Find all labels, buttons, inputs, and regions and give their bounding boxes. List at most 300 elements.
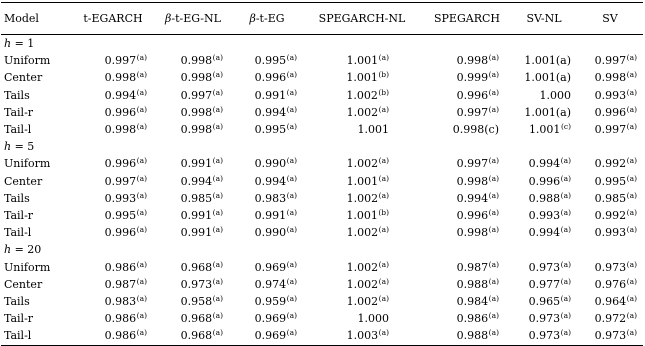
table-cell: [577, 327, 643, 345]
table-cell: [153, 52, 233, 69]
table-cell: [73, 327, 153, 345]
horizon-group: [1, 35, 643, 139]
horizon-variable: h: [4, 243, 12, 257]
significance-marker: (a): [488, 225, 499, 235]
table-cell: [233, 69, 301, 86]
table-cell: [233, 52, 301, 69]
table-cell: [301, 327, 423, 345]
results-table: [1, 2, 643, 346]
significance-marker: (a): [560, 311, 571, 321]
cell-value: 0.974: [254, 277, 287, 291]
cell-value: 1.001: [346, 209, 378, 223]
cell-value: 1.003: [346, 329, 379, 343]
table-row: [1, 52, 643, 69]
cell-value: 0.969: [254, 312, 287, 326]
horizon-row: [1, 241, 643, 258]
table-cell: [423, 310, 511, 327]
table-cell: [233, 276, 301, 293]
significance-marker: (a): [488, 104, 499, 114]
cell-value: 0.972: [594, 312, 627, 326]
row-label: Tail-l: [4, 226, 32, 240]
significance-marker: (a): [136, 173, 147, 183]
cell-value: 0.995: [254, 123, 287, 137]
cell-value: 0.998(c): [452, 123, 499, 137]
table-cell: [73, 104, 153, 121]
table-cell: [73, 259, 153, 276]
horizon-group: [1, 241, 643, 345]
cell-value: 0.994: [180, 174, 213, 188]
cell-value: 0.997: [456, 105, 489, 119]
horizon-row: [1, 35, 643, 53]
table-cell: [233, 293, 301, 310]
cell-value: 1.000: [357, 312, 389, 326]
significance-marker: (a): [286, 294, 297, 304]
cell-value: 1.002: [346, 277, 379, 291]
table-cell: [301, 259, 423, 276]
cell-value: 0.983: [254, 191, 287, 205]
cell-value: 0.986: [456, 312, 489, 326]
header-spegarch: SPEGARCH: [434, 12, 500, 25]
cell-value: 0.968: [180, 312, 213, 326]
significance-marker: (a): [212, 173, 223, 183]
horizon-value: = 5: [11, 140, 35, 154]
cell-value: 0.994: [104, 88, 137, 102]
cell-value: 0.997: [594, 123, 627, 137]
significance-marker: (a): [212, 70, 223, 80]
horizon-label: [1, 241, 643, 258]
significance-marker: (a): [286, 122, 297, 132]
table-cell: [423, 293, 511, 310]
cell-value: 0.996: [104, 226, 137, 240]
horizon-row: [1, 138, 643, 155]
cell-value: 0.973: [594, 260, 627, 274]
table-cell: [153, 310, 233, 327]
table-cell: [301, 87, 423, 104]
significance-marker: (a): [136, 104, 147, 114]
horizon-variable: h: [4, 140, 12, 154]
table-cell: [577, 310, 643, 327]
table-cell: [153, 259, 233, 276]
table-cell: [301, 310, 423, 327]
table-cell: [153, 155, 233, 172]
row-label: Tail-l: [4, 123, 32, 137]
cell-value: 1.001: [346, 174, 379, 188]
significance-marker: (a): [626, 173, 637, 183]
table-cell: [511, 224, 577, 241]
cell-value: 1.002: [346, 88, 378, 102]
significance-marker: (a): [378, 173, 389, 183]
cell-value: 0.993: [104, 191, 137, 205]
cell-value: 0.973: [594, 329, 627, 343]
table-cell: [233, 259, 301, 276]
header-spegarch-nl: SPEGARCH-NL: [318, 12, 406, 25]
table-cell: [511, 87, 577, 104]
table-header: [1, 3, 643, 35]
table-cell: [73, 293, 153, 310]
table-cell: [153, 276, 233, 293]
significance-marker: (a): [378, 259, 389, 269]
cell-value: 0.986: [104, 329, 137, 343]
significance-marker: (b): [378, 70, 389, 80]
cell-value: 1.002: [346, 105, 379, 119]
table-cell: [73, 87, 153, 104]
significance-marker: (a): [488, 53, 499, 63]
row-label: Tail-r: [4, 105, 34, 119]
table-cell: [577, 207, 643, 224]
significance-marker: (a): [626, 156, 637, 166]
significance-marker: (a): [488, 208, 499, 218]
cell-value: 0.988: [456, 277, 489, 291]
table-cell: [233, 310, 301, 327]
significance-marker: (a): [626, 208, 637, 218]
table-cell: [423, 69, 511, 86]
significance-marker: (a): [626, 276, 637, 286]
row-label: Tails: [4, 88, 30, 102]
cell-value: 0.977: [528, 277, 561, 291]
table-cell: [577, 190, 643, 207]
cell-value: 0.994: [528, 226, 561, 240]
table-cell: [423, 327, 511, 345]
table-row: [1, 190, 643, 207]
table-cell: [301, 190, 423, 207]
table-cell: [577, 52, 643, 69]
table-cell: [301, 52, 423, 69]
significance-marker: (c): [560, 122, 571, 132]
table-cell: [423, 87, 511, 104]
cell-value: 0.998: [456, 54, 489, 68]
significance-marker: (a): [560, 294, 571, 304]
table-cell: [301, 207, 423, 224]
significance-marker: (a): [286, 311, 297, 321]
significance-marker: (a): [626, 104, 637, 114]
cell-value: 0.995: [254, 54, 287, 68]
significance-marker: (a): [136, 70, 147, 80]
table-cell: [233, 104, 301, 121]
table-cell: [511, 259, 577, 276]
cell-value: 0.968: [180, 329, 213, 343]
significance-marker: (a): [626, 328, 637, 338]
table-cell: [577, 224, 643, 241]
cell-value: 0.992: [594, 157, 627, 171]
table-cell: [153, 207, 233, 224]
table-cell: [577, 259, 643, 276]
cell-value: 1.001(a): [524, 71, 571, 85]
significance-marker: (a): [378, 276, 389, 286]
significance-marker: (a): [488, 328, 499, 338]
table-row: [1, 155, 643, 172]
cell-value: 0.998: [104, 71, 137, 85]
significance-marker: (b): [378, 87, 389, 97]
cell-value: 0.991: [180, 157, 213, 171]
cell-value: 0.998: [594, 71, 627, 85]
cell-value: 0.988: [456, 329, 489, 343]
significance-marker: (a): [378, 225, 389, 235]
significance-marker: (a): [136, 259, 147, 269]
cell-value: 0.994: [254, 105, 287, 119]
cell-value: 0.992: [594, 209, 627, 223]
significance-marker: (a): [560, 276, 571, 286]
significance-marker: (a): [212, 259, 223, 269]
cell-value: 0.993: [528, 209, 561, 223]
significance-marker: (a): [378, 328, 389, 338]
significance-marker: (a): [378, 104, 389, 114]
cell-value: 1.002: [346, 295, 379, 309]
table-row: [1, 69, 643, 86]
table-cell: [577, 276, 643, 293]
significance-marker: (a): [560, 225, 571, 235]
significance-marker: (a): [560, 156, 571, 166]
cell-value: 0.993: [594, 88, 627, 102]
cell-value: 0.998: [180, 71, 213, 85]
cell-value: 0.995: [594, 174, 627, 188]
table-cell: [423, 121, 511, 138]
cell-value: 0.993: [594, 226, 627, 240]
significance-marker: (a): [488, 87, 499, 97]
significance-marker: (a): [488, 294, 499, 304]
table-cell: [511, 293, 577, 310]
horizon-value: = 20: [11, 243, 42, 257]
cell-value: 0.996: [528, 174, 561, 188]
significance-marker: (a): [488, 173, 499, 183]
significance-marker: (a): [136, 328, 147, 338]
row-label: Center: [4, 174, 43, 188]
significance-marker: (a): [488, 70, 499, 80]
cell-value: 0.973: [528, 260, 561, 274]
table-cell: [301, 121, 423, 138]
table-cell: [153, 121, 233, 138]
significance-marker: (a): [286, 328, 297, 338]
cell-value: 0.995: [104, 209, 137, 223]
cell-value: 0.994: [456, 191, 489, 205]
cell-value: 1.001(a): [524, 105, 571, 119]
header-beta-t-eg: β-t-EG: [249, 12, 285, 25]
cell-value: 1.001: [346, 54, 379, 68]
cell-value: 0.964: [594, 295, 627, 309]
significance-marker: (a): [378, 190, 389, 200]
cell-value: 0.998: [104, 123, 137, 137]
cell-value: 0.994: [254, 174, 287, 188]
significance-marker: (a): [136, 311, 147, 321]
header-sv: SV: [602, 12, 618, 25]
significance-marker: (a): [286, 190, 297, 200]
cell-value: 0.973: [528, 312, 561, 326]
beta-symbol: β: [249, 12, 256, 25]
table-cell: [423, 155, 511, 172]
table-cell: [153, 293, 233, 310]
horizon-variable: h: [4, 37, 12, 50]
significance-marker: (a): [136, 276, 147, 286]
table-cell: [511, 155, 577, 172]
table-cell: [233, 224, 301, 241]
cell-value: 0.991: [254, 209, 287, 223]
row-label: Tail-r: [4, 312, 34, 326]
table-cell: [153, 104, 233, 121]
cell-value: 0.999: [456, 71, 489, 85]
significance-marker: (a): [488, 156, 499, 166]
significance-marker: (a): [212, 276, 223, 286]
row-label: Tail-r: [4, 209, 34, 223]
table-cell: [511, 207, 577, 224]
cell-value: 0.985: [180, 191, 213, 205]
cell-value: 1.002: [346, 191, 379, 205]
cell-value: 0.996: [456, 209, 489, 223]
cell-value: 1.002: [346, 157, 379, 171]
table-cell: [511, 52, 577, 69]
row-label: Tail-l: [4, 329, 32, 343]
cell-value: 0.997: [180, 88, 213, 102]
table-cell: [301, 69, 423, 86]
cell-value: 0.997: [594, 54, 627, 68]
cell-value: 1.001: [346, 71, 378, 85]
significance-marker: (a): [286, 87, 297, 97]
significance-marker: (a): [286, 173, 297, 183]
row-label: Tails: [4, 191, 30, 205]
cell-value: 0.997: [104, 174, 137, 188]
cell-value: 0.987: [104, 277, 137, 291]
significance-marker: (a): [488, 311, 499, 321]
significance-marker: (a): [626, 87, 637, 97]
significance-marker: (a): [560, 259, 571, 269]
cell-value: 0.991: [180, 226, 213, 240]
table-cell: [233, 207, 301, 224]
significance-marker: (a): [286, 104, 297, 114]
table-row: [1, 293, 643, 310]
significance-marker: (a): [212, 225, 223, 235]
table-cell: [153, 224, 233, 241]
header-t-egarch: t-EGARCH: [83, 12, 143, 25]
significance-marker: (a): [626, 311, 637, 321]
table-cell: [423, 190, 511, 207]
cell-value: 0.998: [180, 54, 213, 68]
table-cell: [73, 207, 153, 224]
row-label: Center: [4, 71, 43, 85]
table-cell: [73, 52, 153, 69]
cell-value: 1.001: [357, 123, 389, 137]
table-cell: [577, 69, 643, 86]
significance-marker: (a): [626, 294, 637, 304]
beta-symbol: β: [165, 12, 172, 25]
cell-value: 0.986: [104, 260, 137, 274]
row-label: Uniform: [4, 260, 51, 274]
horizon-value: = 1: [11, 37, 35, 50]
table-row: [1, 173, 643, 190]
table-row: [1, 207, 643, 224]
significance-marker: (a): [286, 259, 297, 269]
significance-marker: (a): [212, 328, 223, 338]
table-cell: [423, 259, 511, 276]
table-cell: [511, 104, 577, 121]
table-cell: [423, 224, 511, 241]
table-cell: [423, 52, 511, 69]
table-cell: [423, 276, 511, 293]
table-cell: [233, 155, 301, 172]
table-row: [1, 310, 643, 327]
table-cell: [73, 224, 153, 241]
significance-marker: (a): [212, 53, 223, 63]
table-cell: [301, 293, 423, 310]
cell-value: 1.001(a): [524, 54, 571, 68]
table-cell: [511, 310, 577, 327]
table-cell: [153, 327, 233, 345]
table-cell: [73, 121, 153, 138]
table-cell: [301, 104, 423, 121]
significance-marker: (a): [136, 294, 147, 304]
cell-value: 0.996: [254, 71, 287, 85]
header-beta-t-eg-nl: β-t-EG-NL: [165, 12, 221, 25]
significance-marker: (a): [626, 53, 637, 63]
significance-marker: (a): [136, 190, 147, 200]
cell-value: 0.958: [180, 295, 213, 309]
table-cell: [301, 173, 423, 190]
cell-value: 0.969: [254, 260, 287, 274]
cell-value: 0.988: [528, 191, 561, 205]
cell-value: 0.998: [456, 174, 489, 188]
table-cell: [511, 327, 577, 345]
significance-marker: (a): [560, 328, 571, 338]
cell-value: 0.990: [254, 157, 287, 171]
significance-marker: (a): [136, 53, 147, 63]
table-row: [1, 224, 643, 241]
significance-marker: (a): [560, 190, 571, 200]
cell-value: 1.002: [346, 226, 379, 240]
cell-value: 1.002: [346, 260, 379, 274]
table-cell: [577, 155, 643, 172]
table-cell: [233, 87, 301, 104]
table-cell: [153, 87, 233, 104]
significance-marker: (a): [286, 225, 297, 235]
cell-value: 0.968: [180, 260, 213, 274]
significance-marker: (a): [378, 294, 389, 304]
cell-value: 1.000: [539, 88, 571, 102]
significance-marker: (a): [560, 173, 571, 183]
cell-value: 0.973: [528, 329, 561, 343]
significance-marker: (a): [136, 87, 147, 97]
significance-marker: (a): [286, 208, 297, 218]
horizon-label: [1, 138, 643, 155]
cell-value: 0.994: [528, 157, 561, 171]
table-row: [1, 276, 643, 293]
cell-value: 0.985: [594, 191, 627, 205]
significance-marker: (a): [136, 225, 147, 235]
table-row: [1, 87, 643, 104]
table-cell: [153, 69, 233, 86]
significance-marker: (a): [378, 156, 389, 166]
table-row: [1, 121, 643, 138]
cell-value: 0.984: [456, 295, 489, 309]
significance-marker: (a): [212, 311, 223, 321]
significance-marker: (a): [626, 122, 637, 132]
cell-value: 0.990: [254, 226, 287, 240]
cell-value: 0.998: [180, 105, 213, 119]
cell-value: 0.976: [594, 277, 627, 291]
table-cell: [511, 173, 577, 190]
table-cell: [73, 190, 153, 207]
table-cell: [73, 155, 153, 172]
cell-value: 0.997: [456, 157, 489, 171]
table-cell: [577, 121, 643, 138]
table-cell: [577, 87, 643, 104]
significance-marker: (a): [286, 276, 297, 286]
table-cell: [233, 190, 301, 207]
cell-value: 0.997: [104, 54, 137, 68]
table-cell: [73, 310, 153, 327]
row-label: Uniform: [4, 157, 51, 171]
cell-value: 0.991: [254, 88, 287, 102]
cell-value: 0.996: [104, 105, 137, 119]
table-row: [1, 259, 643, 276]
table-cell: [73, 276, 153, 293]
significance-marker: (b): [378, 208, 389, 218]
